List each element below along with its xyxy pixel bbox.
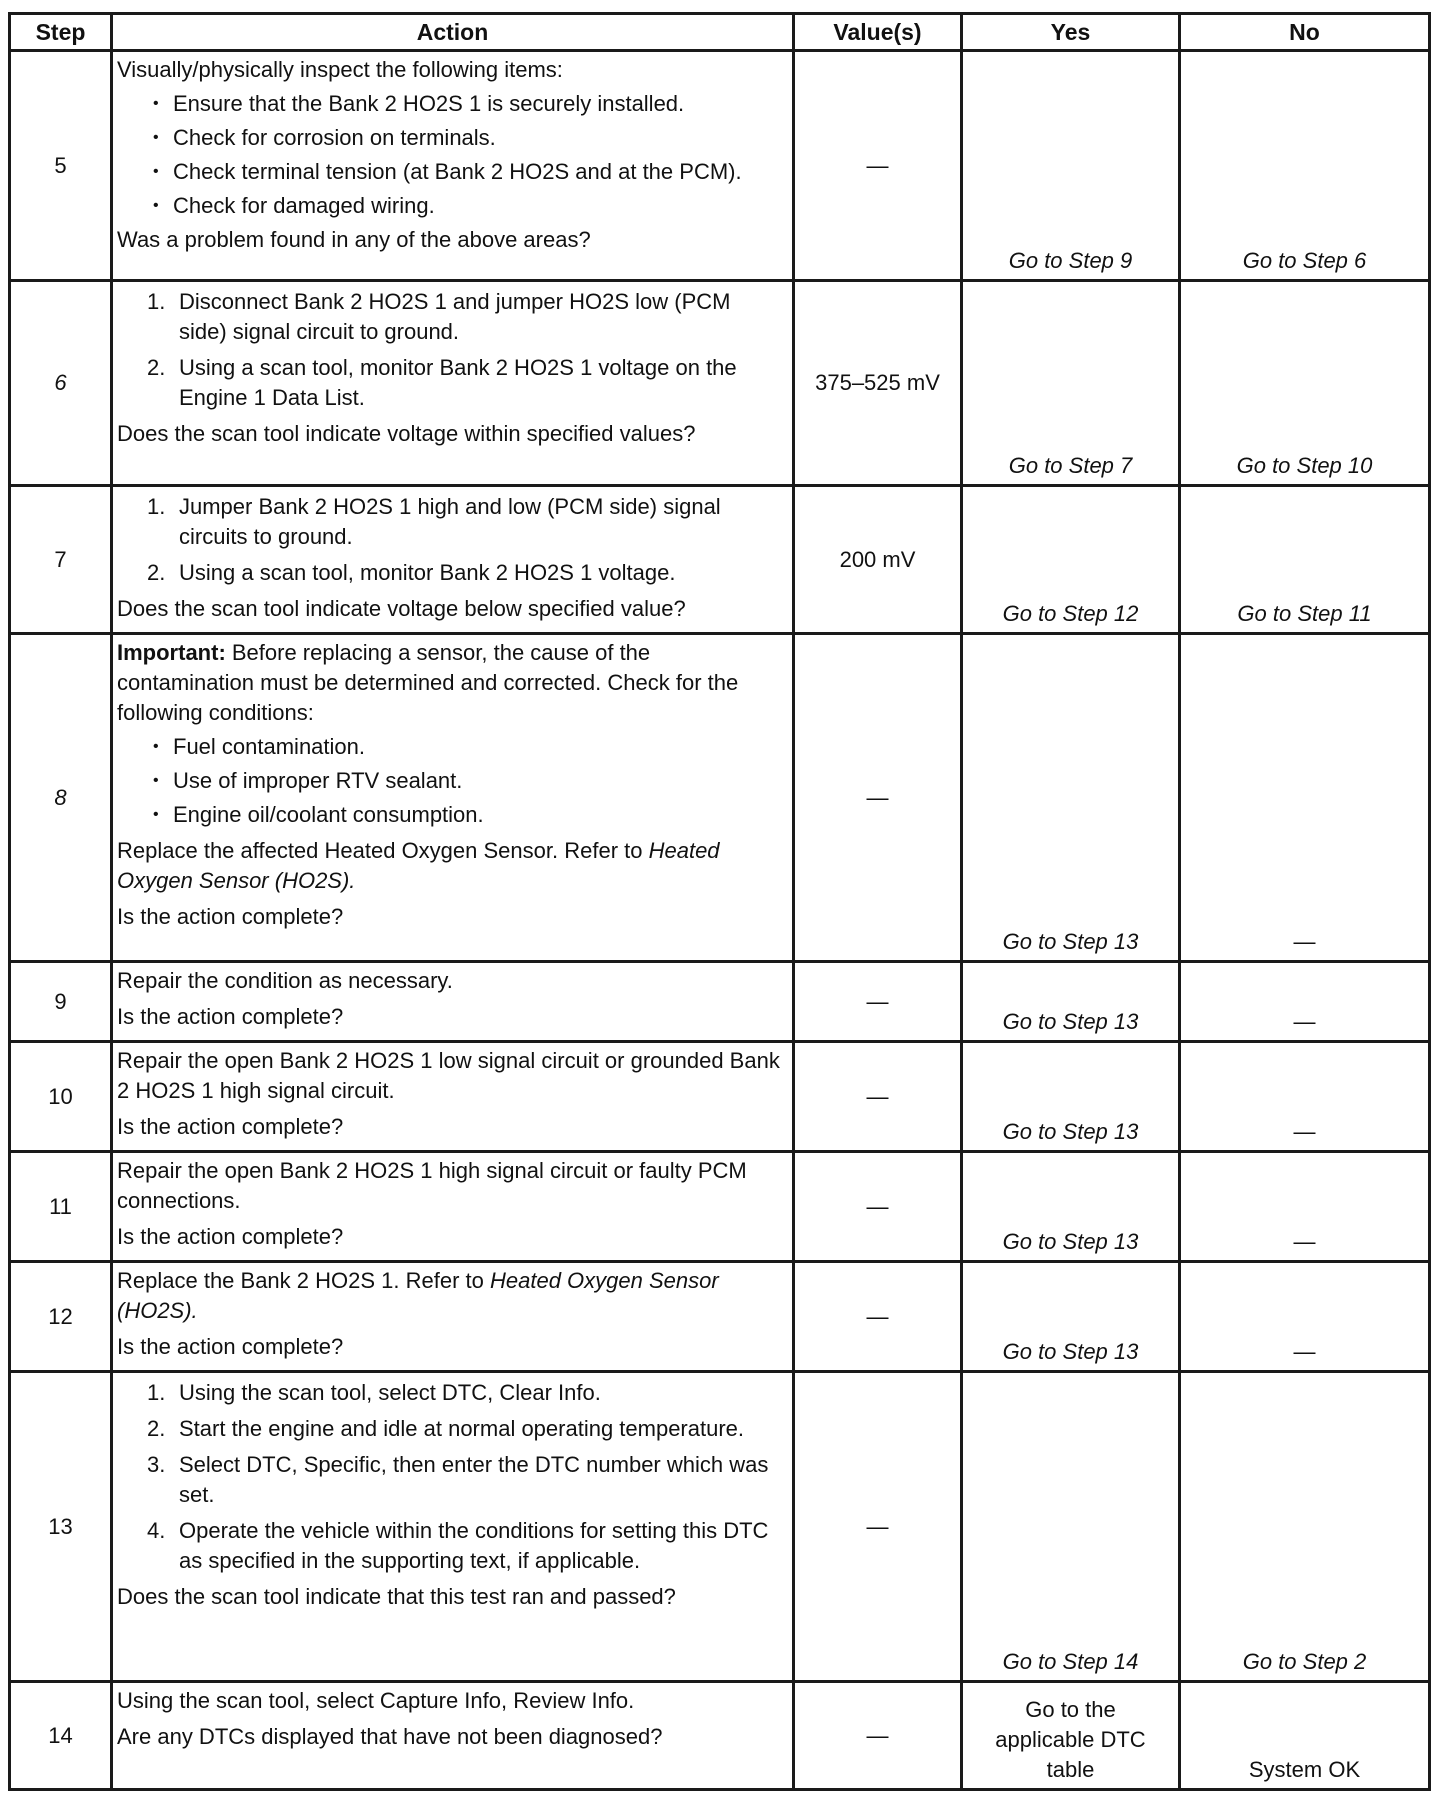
action-cell [112, 51, 794, 281]
list-item: • Check for damaged wiring. [151, 191, 784, 221]
list-item: • Engine oil/coolant consumption. [151, 800, 784, 830]
yes-cell: Go to Step 9 [962, 51, 1180, 281]
header-action: Action [112, 14, 794, 51]
yes-cell: Go to Step 13 [962, 1042, 1180, 1152]
table-row-step-8 [10, 634, 1430, 962]
step-number: 12 [10, 1262, 112, 1372]
list-item: • Ensure that the Bank 2 HO2S 1 is securely installed. [151, 89, 784, 119]
no-cell: — [1180, 962, 1430, 1042]
table-row-step-13 [10, 1372, 1430, 1682]
yes-cell: Go to Step 12 [962, 486, 1180, 634]
action-cell [112, 281, 794, 486]
action-cell [112, 634, 794, 962]
no-cell: — [1180, 1262, 1430, 1372]
action-question: Are any DTCs displayed that have not been diagnosed? [117, 1724, 663, 1749]
action-question: Is the action complete? [117, 1334, 344, 1359]
step-number: 9 [10, 962, 112, 1042]
header-row [10, 14, 1430, 51]
important-label: Important: [117, 640, 226, 665]
action-question: Was a problem found in any of the above areas? [117, 227, 591, 252]
step-number: 7 [10, 486, 112, 634]
action-text: Repair the open Bank 2 HO2S 1 low signal circuit or grounded Bank 2 HO2S 1 high signal circuit. [117, 1048, 780, 1103]
value-cell: — [794, 962, 962, 1042]
list-item: 2. Start the engine and idle at normal operating temperature. [147, 1416, 745, 1441]
numbered-list [117, 492, 784, 588]
numbered-list [117, 1378, 784, 1576]
action-intro: Visually/physically inspect the following items: [117, 57, 563, 82]
list-item: • Fuel contamination. [151, 732, 784, 762]
action-cell [112, 962, 794, 1042]
header-values: Value(s) [794, 14, 962, 51]
yes-cell: Go to Step 13 [962, 962, 1180, 1042]
no-cell: Go to Step 6 [1180, 51, 1430, 281]
list-item: 3. Select DTC, Specific, then enter the DTC number which was set. [147, 1452, 769, 1507]
step-number: 13 [10, 1372, 112, 1682]
action-cell [112, 1042, 794, 1152]
no-cell: — [1180, 634, 1430, 962]
yes-cell: Go to the applicable DTC table [962, 1682, 1180, 1790]
value-cell: — [794, 1372, 962, 1682]
action-text: Repair the open Bank 2 HO2S 1 high signal circuit or faulty PCM connections. [117, 1158, 747, 1213]
important-note [117, 638, 784, 728]
action-question: Is the action complete? [117, 1224, 344, 1249]
value-cell: 200 mV [794, 486, 962, 634]
reference-link: Heated Oxygen Sensor (HO2S). [117, 838, 720, 893]
table-row-step-6 [10, 281, 1430, 486]
table-row-step-9 [10, 962, 1430, 1042]
yes-cell: Go to Step 13 [962, 1152, 1180, 1262]
action-cell [112, 1262, 794, 1372]
yes-cell: Go to Step 13 [962, 1262, 1180, 1372]
bullet-list [117, 732, 784, 830]
no-cell: Go to Step 2 [1180, 1372, 1430, 1682]
no-cell: — [1180, 1042, 1430, 1152]
value-cell: — [794, 634, 962, 962]
no-cell: Go to Step 10 [1180, 281, 1430, 486]
list-item: • Check for corrosion on terminals. [151, 123, 784, 153]
step-number: 8 [10, 634, 112, 962]
yes-cell: Go to Step 14 [962, 1372, 1180, 1682]
reference-link: Heated Oxygen Sensor (HO2S). [117, 1268, 719, 1323]
replace-note: Replace the affected Heated Oxygen Sensor. Refer to Heated Oxygen Sensor (HO2S). [117, 838, 720, 893]
list-item: 2. Using a scan tool, monitor Bank 2 HO2S 1 voltage. [147, 560, 676, 585]
list-item: 2. Using a scan tool, monitor Bank 2 HO2S 1 voltage on the Engine 1 Data List. [147, 355, 737, 410]
header-step: Step [10, 14, 112, 51]
action-cell [112, 1372, 794, 1682]
step-number: 10 [10, 1042, 112, 1152]
action-text: Using the scan tool, select Capture Info, Review Info. [117, 1688, 635, 1713]
list-item: • Check terminal tension (at Bank 2 HO2S and at the PCM). [151, 157, 784, 187]
step-number: 5 [10, 51, 112, 281]
table-row-step-11 [10, 1152, 1430, 1262]
yes-cell: Go to Step 13 [962, 634, 1180, 962]
no-cell: System OK [1180, 1682, 1430, 1790]
value-cell: — [794, 1042, 962, 1152]
action-question: Does the scan tool indicate that this test ran and passed? [117, 1584, 676, 1609]
step-number: 14 [10, 1682, 112, 1790]
numbered-list [117, 287, 784, 413]
important-text: Before replacing a sensor, the cause of the contamination must be determined and corrected. Check for the following conditions: [117, 640, 739, 725]
list-item: 4. Operate the vehicle within the conditions for setting this DTC as specified in the supporting text, if applicable. [147, 1518, 769, 1573]
step-number: 11 [10, 1152, 112, 1262]
action-cell [112, 1152, 794, 1262]
value-cell: — [794, 1682, 962, 1790]
table-row-step-12 [10, 1262, 1430, 1372]
value-cell: 375–525 mV [794, 281, 962, 486]
value-cell: — [794, 1262, 962, 1372]
step-number: 6 [10, 281, 112, 486]
header-yes: Yes [962, 14, 1180, 51]
list-item: 1. Using the scan tool, select DTC, Clear Info. [147, 1380, 601, 1405]
diagnostic-table [8, 12, 1431, 1791]
header-no: No [1180, 14, 1430, 51]
no-cell: — [1180, 1152, 1430, 1262]
table-row-step-7 [10, 486, 1430, 634]
action-question: Is the action complete? [117, 904, 344, 929]
action-question: Is the action complete? [117, 1114, 344, 1139]
list-item: 1. Disconnect Bank 2 HO2S 1 and jumper HO2S low (PCM side) signal circuit to ground. [147, 289, 731, 344]
yes-cell: Go to Step 7 [962, 281, 1180, 486]
value-cell: — [794, 51, 962, 281]
list-item: 1. Jumper Bank 2 HO2S 1 high and low (PCM side) signal circuits to ground. [147, 494, 721, 549]
action-text: Replace the Bank 2 HO2S 1. Refer to Heated Oxygen Sensor (HO2S). [117, 1268, 719, 1323]
action-cell [112, 486, 794, 634]
no-cell: Go to Step 11 [1180, 486, 1430, 634]
action-question: Does the scan tool indicate voltage within specified values? [117, 421, 696, 446]
action-question: Does the scan tool indicate voltage below specified value? [117, 596, 686, 621]
value-cell: — [794, 1152, 962, 1262]
action-question: Is the action complete? [117, 1004, 344, 1029]
table-row-step-10 [10, 1042, 1430, 1152]
action-text: Repair the condition as necessary. [117, 968, 453, 993]
list-item: • Use of improper RTV sealant. [151, 766, 784, 796]
table-row-step-5 [10, 51, 1430, 281]
table-row-step-14 [10, 1682, 1430, 1790]
bullet-list [117, 89, 784, 221]
action-cell [112, 1682, 794, 1790]
